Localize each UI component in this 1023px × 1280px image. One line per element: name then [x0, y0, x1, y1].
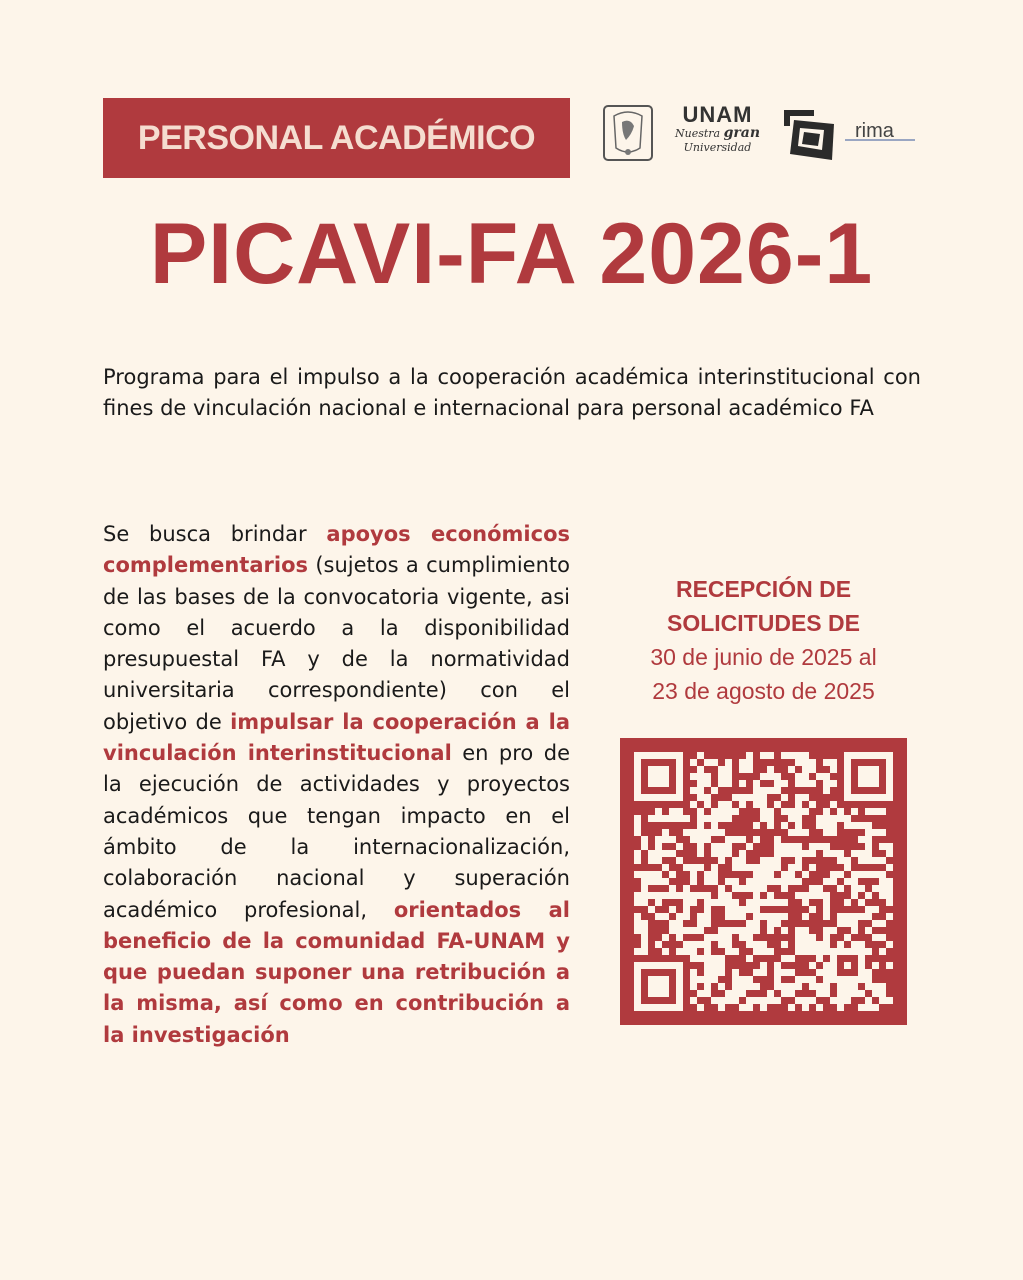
- reception-end-date: 23 de agosto de 2025: [652, 678, 875, 704]
- reception-heading-2: SOLICITUDES DE: [667, 610, 860, 636]
- description-highlight: impulsar la cooperación a la vinculación interinstitucional: [103, 709, 570, 766]
- fa-logo-icon: [780, 106, 840, 164]
- logos-strip: [600, 100, 930, 170]
- reception-dates: [620, 572, 907, 708]
- intro-paragraph: Programa para el impulso a la cooperación académica interinstitucional con fines de vinculación nacional e internacional para personal académico FA: [103, 365, 921, 420]
- description-text: en pro de la ejecución de actividades y proyectos académicos que tengan impacto en el ámbito de la internacionalización, colaboración nacional y superación académico profesional,: [103, 741, 570, 922]
- description-text: Se busca brindar: [103, 522, 327, 546]
- unam-logo-slogan: Nuestra gran: [674, 125, 761, 141]
- unam-logo-title: UNAM: [682, 102, 753, 127]
- description-text: (sujetos a cumplimiento de las bases de la convocatoria vigente, asi como el acuerdo a la disponibilidad presupuestal FA y de la normatividad universitaria correspondiente) con el objetivo de: [103, 553, 570, 734]
- unam-logo-slogan-2: Universidad: [683, 141, 752, 154]
- page-title: PICAVI-FA 2026-1: [149, 206, 874, 302]
- section-badge-label: PERSONAL ACADÉMICO: [137, 118, 536, 157]
- reception-heading-1: RECEPCIÓN DE: [675, 576, 852, 602]
- description-paragraph: [103, 519, 570, 1051]
- description-highlight: orientados al beneficio de la comunidad FA-UNAM y que puedan suponer una retribución a la misma, así como en contribución a la investigación: [103, 897, 570, 1047]
- section-badge: [103, 98, 570, 178]
- unam-logo: [670, 104, 765, 164]
- description-highlight: apoyos económicos complementarios: [103, 522, 570, 578]
- qr-code-icon: [634, 752, 893, 1011]
- rima-logo: rima: [855, 120, 894, 142]
- reception-start-date: 30 de junio de 2025 al: [650, 644, 877, 670]
- qr-code[interactable]: [620, 738, 907, 1025]
- unam-seal-icon: [600, 104, 656, 162]
